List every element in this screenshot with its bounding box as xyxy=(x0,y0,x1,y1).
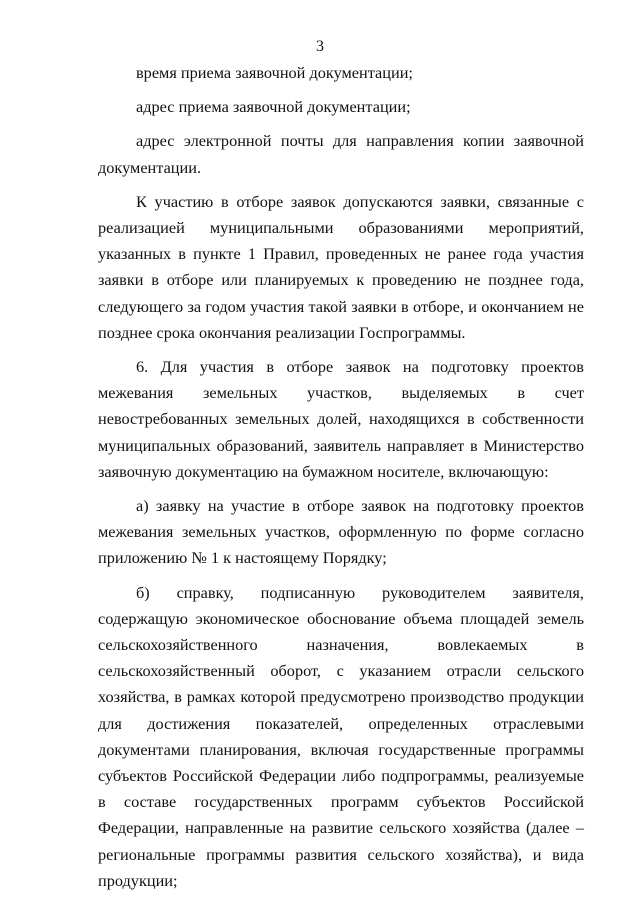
document-body xyxy=(98,60,584,894)
paragraph-reception-time: время приема заявочной документации; xyxy=(136,63,413,82)
paragraph-admission-conditions: К участию в отборе заявок допускаются заявки, связанные с реализацией муниципальными образованиями мероприятий, указанных в пункте 1 Правил, проведенных не ранее года участия заявки в отборе или планируемых к проведению не позднее года, следующего за годом участия такой заявки в отборе, и окончанием не позднее срока окончания реализации Госпрограммы. xyxy=(98,191,584,342)
paragraph-subitem-a: а) заявку на участие в отборе заявок на подготовку проектов межевания земельных участков, оформленную по форме согласно приложению № 1 к настоящему Порядку; xyxy=(98,496,584,568)
paragraph-point-6: 6. Для участия в отборе заявок на подготовку проектов межевания земельных участков, выделяемых в счет невостребованных земельных долей, находящихся в собственности муниципальных образований, заявитель направляет в Министерство заявочную документацию на бумажном носителе, включающую: xyxy=(98,357,584,481)
paragraph-reception-address: адрес приема заявочной документации; xyxy=(136,97,411,117)
paragraph-subitem-b: б) справку, подписанную руководителем заявителя, содержащую экономическое обоснование объема площадей земель сельскохозяйственного назначения, вовлекаемых в сельскохозяйственный оборот, с указанием отрасли сельского хозяйства, в рамках которой предусмотрено производство продукции для достижения показателей, определенных отраслевыми документами планирования, включая государственные программы субъектов Российской Федерации либо подпрограммы, реализуемые в составе государственных программ субъектов Российской Федерации, направленные на развитие сельского хозяйства (далее – региональные программы развития сельского хозяйства), и вида продукции; xyxy=(98,582,584,890)
page-number: 3 xyxy=(316,38,324,55)
paragraph-email-address: адрес электронной почты для направления копии заявочной документации. xyxy=(98,131,584,177)
